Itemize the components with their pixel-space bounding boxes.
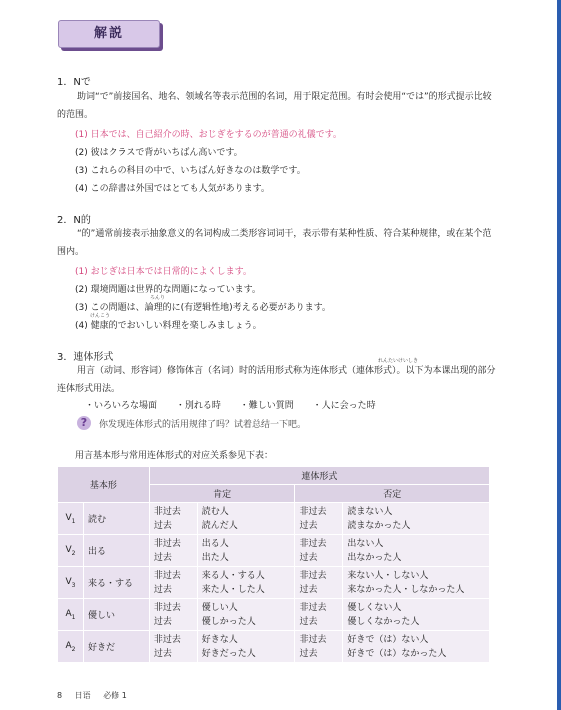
- form-neg: 出ない人 出なかった人: [343, 535, 490, 567]
- section-title: 解説: [58, 20, 160, 48]
- form-neg: 読まない人 読まなかった人: [343, 503, 490, 535]
- table-row: [58, 567, 490, 599]
- table-caption: 用言基本形与常用连体形式的对应关系参见下表：: [75, 451, 274, 461]
- form-aff: 来る人・する人 来た人・した人: [197, 567, 295, 599]
- tense-neg: 非过去 过去: [295, 567, 343, 599]
- right-edge-bar: [557, 0, 561, 710]
- question-icon: ?: [77, 416, 91, 430]
- example-1-2: (2) 彼はクラスで背がいちばん高いです。: [75, 148, 243, 158]
- header-base-form: 基本形: [58, 467, 150, 503]
- row-type: $A_2$: [58, 631, 84, 663]
- example-2-2: (2) 環境問題は世界的な問題になっています。: [75, 285, 261, 295]
- ruby-kenkou: けんこう: [90, 313, 111, 319]
- header-rentai: 連体形式: [149, 467, 489, 485]
- row-type: $V_2$: [58, 535, 84, 567]
- usage-4: ・人に会った時: [312, 401, 376, 411]
- tense-aff: 非过去 过去: [149, 599, 197, 631]
- row-word: 好きだ: [83, 631, 149, 663]
- example-1-1: (1) 日本では、自己紹介の時、おじぎをするのが普通の礼儀です。: [75, 130, 342, 140]
- row-type: $A_1$: [58, 599, 84, 631]
- tense-neg: 非过去 过去: [295, 599, 343, 631]
- usage-1: ・いろいろな場面: [85, 401, 158, 411]
- form-neg: 優しくない人 優しくなかった人: [343, 599, 490, 631]
- example-2-4: (4) 健康的でおいしい料理を楽しみましょう。: [75, 321, 262, 331]
- question-line: [77, 416, 306, 430]
- form-aff: 出る人 出た人: [197, 535, 295, 567]
- row-word: 読む: [83, 503, 149, 535]
- tense-aff: 非过去 过去: [149, 535, 197, 567]
- conjugation-table: [57, 466, 490, 663]
- row-word: 出る: [83, 535, 149, 567]
- page-footer: [57, 690, 137, 701]
- usage-examples: [85, 398, 392, 411]
- header-negative: 否定: [295, 485, 490, 503]
- page-number: 8: [57, 691, 63, 700]
- usage-3: ・難しい質問: [239, 401, 294, 411]
- tense-neg: 非过去 过去: [295, 535, 343, 567]
- ruby-rentai: れんたいけいしき: [378, 358, 419, 364]
- tense-neg: 非过去 过去: [295, 503, 343, 535]
- example-2-3: (3) この問題は、論理的に(有逻辑性地)考える必要があります。: [75, 303, 331, 313]
- tense-aff: 非过去 过去: [149, 567, 197, 599]
- paragraph-1: 助词“で”前接国名、地名、领域名等表示范围的名词，用于限定范围。有时会使用“では”的形式提示比较的范围。: [57, 92, 492, 120]
- book-name: 日语: [74, 691, 91, 700]
- paragraph-2: “的”通常前接表示抽象意义的名词构成二类形容词词干，表示带有某种性质、符合某种规律，或在某个范围内。: [57, 229, 492, 257]
- volume: 必修 1: [103, 691, 127, 700]
- row-type: $V_1$: [58, 503, 84, 535]
- row-type: $V_3$: [58, 567, 84, 599]
- example-1-3: (3) これらの科目の中で、いちばん好きなのは数学です。: [75, 166, 306, 176]
- paragraph-3: 用言（动词、形容词）修饰体言（名词）时的活用形式称为连体形式（連体形式）。以下为本课出现的部分连体形式用法。: [57, 366, 496, 394]
- tense-aff: 非过去 过去: [149, 631, 197, 663]
- form-neg: 好きで（は）ない人 好きで（は）なかった人: [343, 631, 490, 663]
- example-2-1: (1) おじぎは日本では日常的によくします。: [75, 267, 252, 277]
- table-row: [58, 599, 490, 631]
- form-aff: 優しい人 優しかった人: [197, 599, 295, 631]
- heading-1: 1．Nで: [57, 77, 91, 88]
- row-word: 来る・する: [83, 567, 149, 599]
- table-row: [58, 631, 490, 663]
- question-text: 你发现连体形式的活用规律了吗？试着总结一下吧。: [99, 419, 307, 430]
- tense-aff: 非过去 过去: [149, 503, 197, 535]
- form-neg: 来ない人・しない人 来なかった人・しなかった人: [343, 567, 490, 599]
- header-affirmative: 肯定: [149, 485, 295, 503]
- table-row: [58, 503, 490, 535]
- ruby-ronri: ろんり: [150, 295, 166, 301]
- tense-neg: 非过去 过去: [295, 631, 343, 663]
- heading-3: 3．連体形式: [57, 352, 114, 363]
- table-row: [58, 535, 490, 567]
- row-word: 優しい: [83, 599, 149, 631]
- form-aff: 読む人 読んだ人: [197, 503, 295, 535]
- form-aff: 好きな人 好きだった人: [197, 631, 295, 663]
- usage-2: ・別れる時: [175, 401, 221, 411]
- heading-2: 2．N的: [57, 215, 91, 226]
- example-1-4: (4) この辞書は外国ではとても人気があります。: [75, 184, 270, 194]
